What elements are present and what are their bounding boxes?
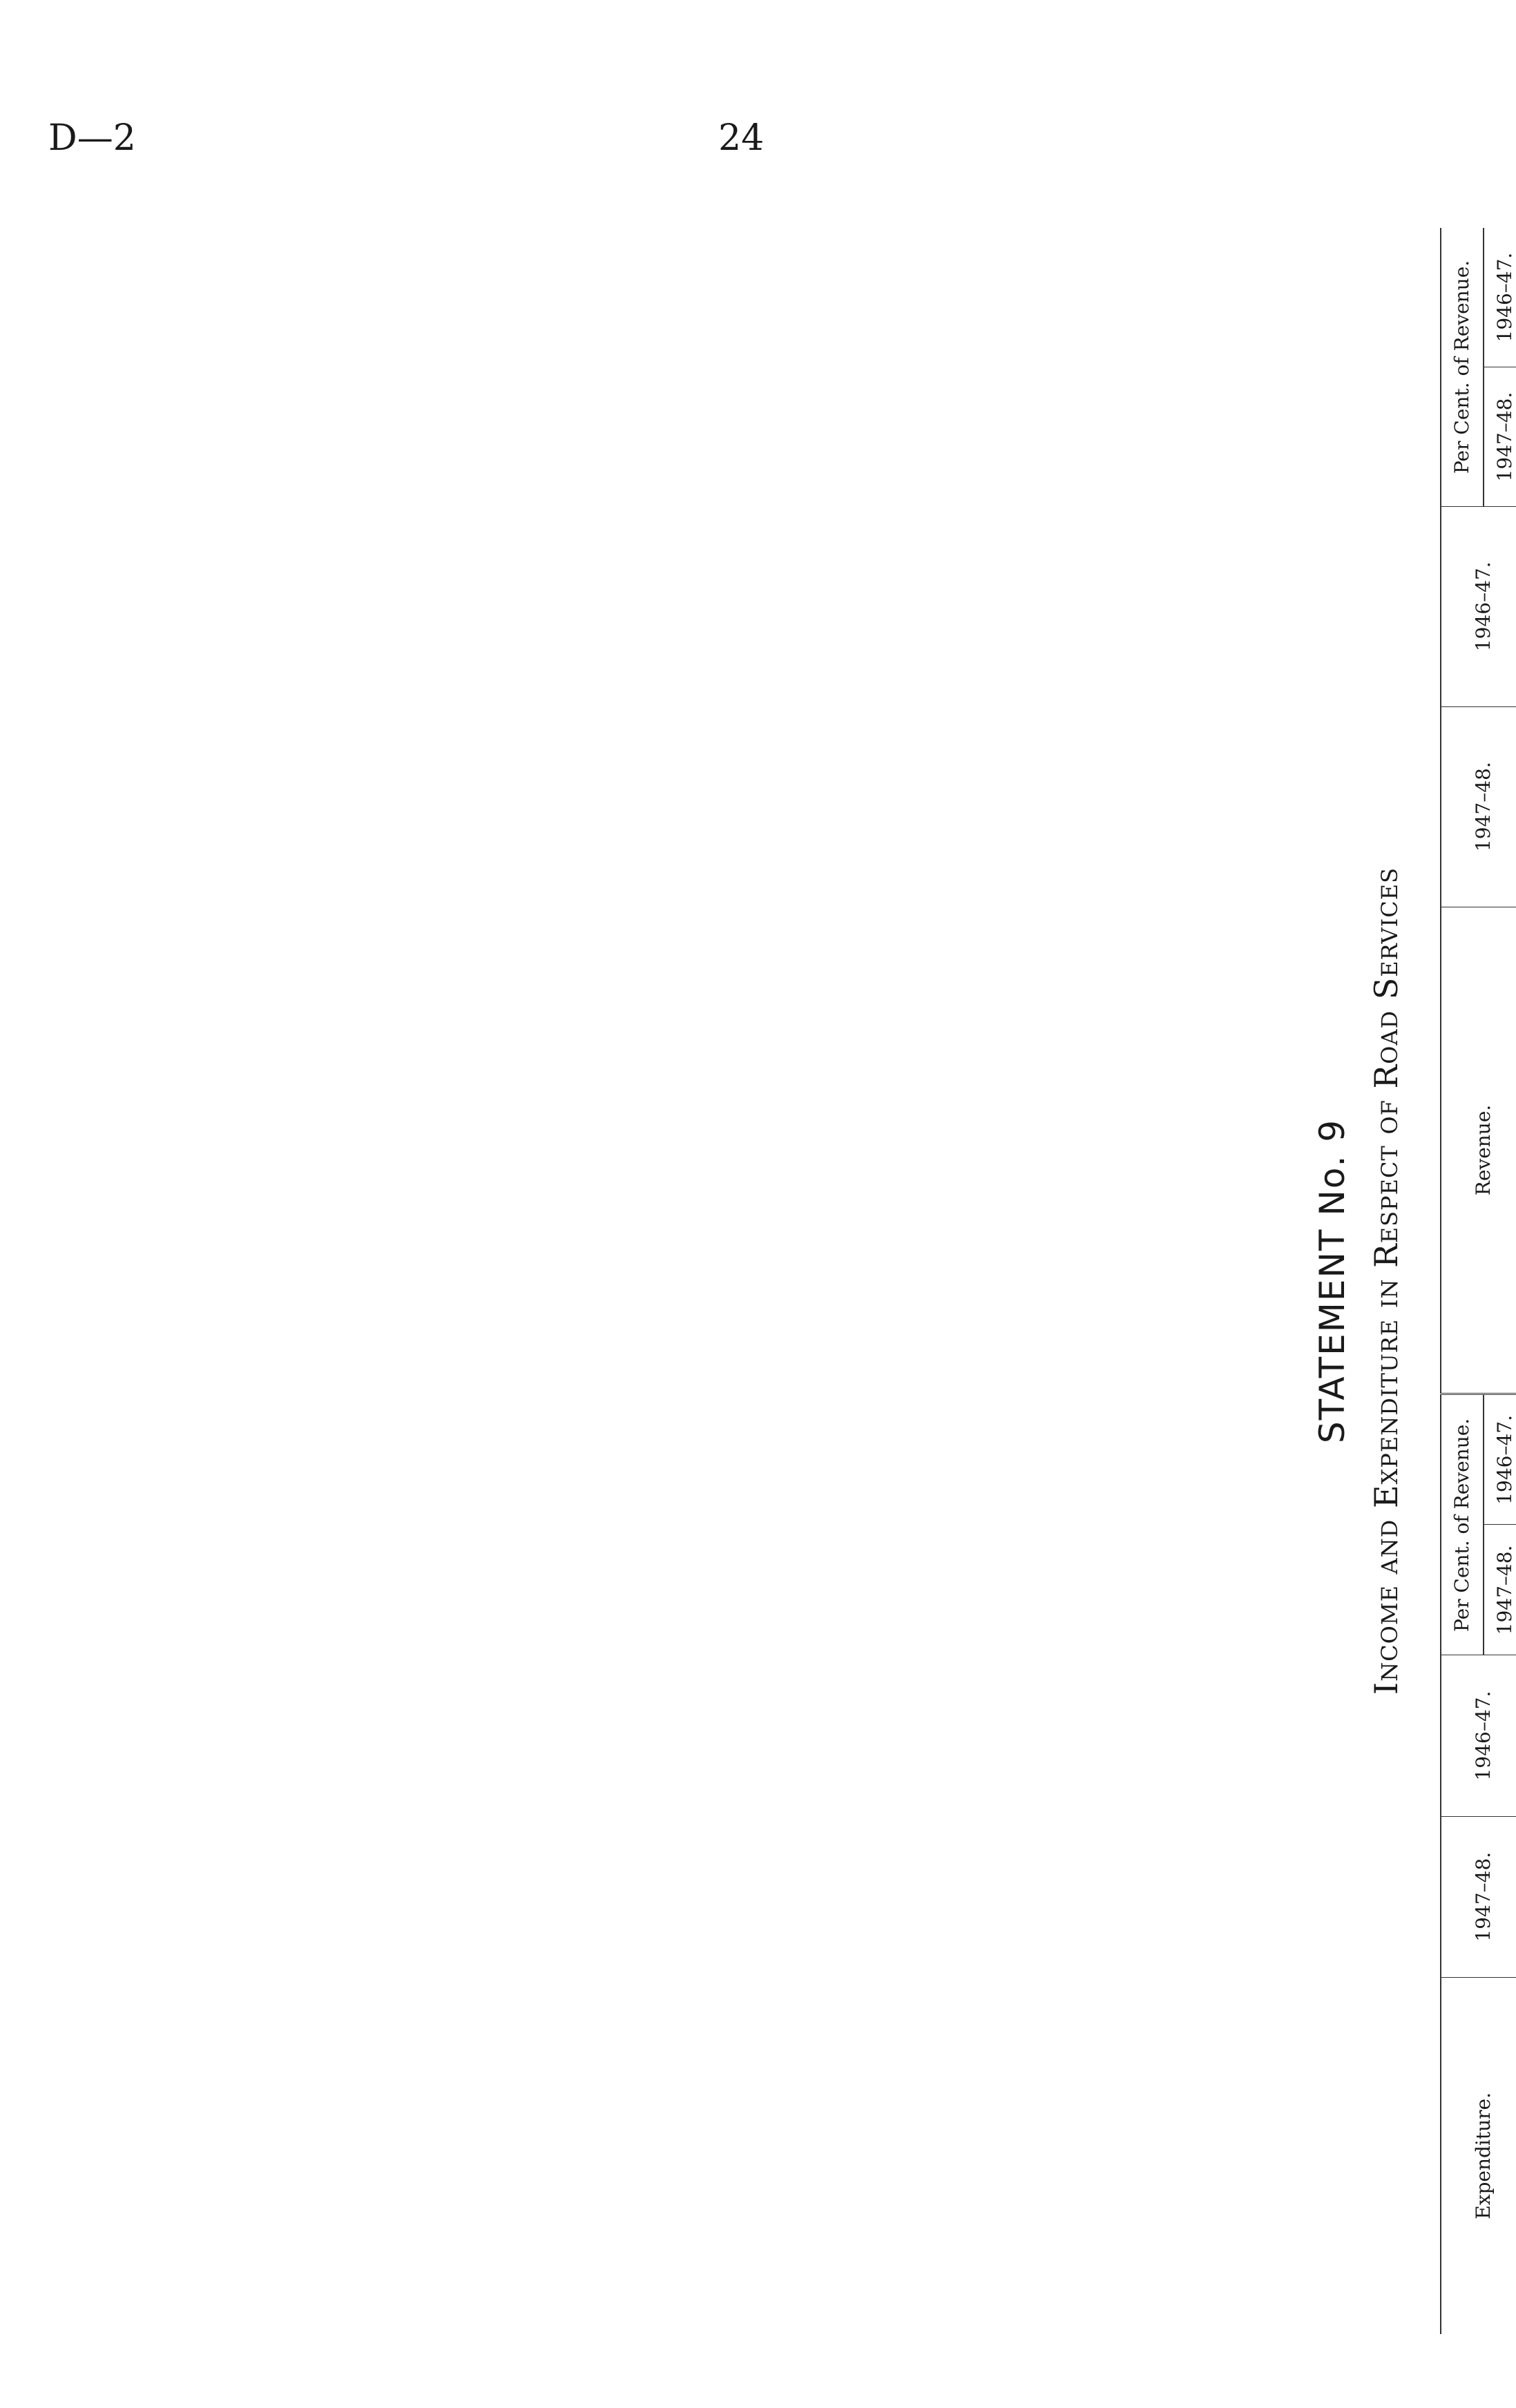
col-rev-pct-y2: 1946–47.: [1484, 228, 1516, 367]
page-number: 24: [718, 117, 765, 159]
col-rev-y2: 1946–47.: [1441, 506, 1516, 706]
col-exp-y2: 1946–47.: [1441, 1655, 1516, 1816]
income-expenditure-table: [1440, 228, 1516, 2334]
page-ref: D—2: [48, 117, 136, 159]
col-exp-y1: 1947–48.: [1441, 1816, 1516, 1977]
col-exp-pct-y2: 1946–47.: [1484, 1394, 1516, 1525]
statement-subtitle: Income and Expenditure in Respect of Road Services: [1368, 867, 1405, 1695]
col-expenditure: Expenditure.: [1441, 1977, 1516, 2334]
col-exp-pct: Per Cent. of Revenue.: [1441, 1394, 1484, 1655]
col-rev-pct: Per Cent. of Revenue.: [1441, 228, 1484, 506]
rotated-statement: [1298, 228, 1516, 2334]
statement-title: STATEMENT No. 9: [1312, 1118, 1352, 1444]
col-rev-pct-y1: 1947–48.: [1484, 367, 1516, 507]
col-revenue: Revenue.: [1441, 907, 1516, 1394]
col-exp-pct-y1: 1947–48.: [1484, 1525, 1516, 1655]
col-rev-y1: 1947–48.: [1441, 706, 1516, 907]
